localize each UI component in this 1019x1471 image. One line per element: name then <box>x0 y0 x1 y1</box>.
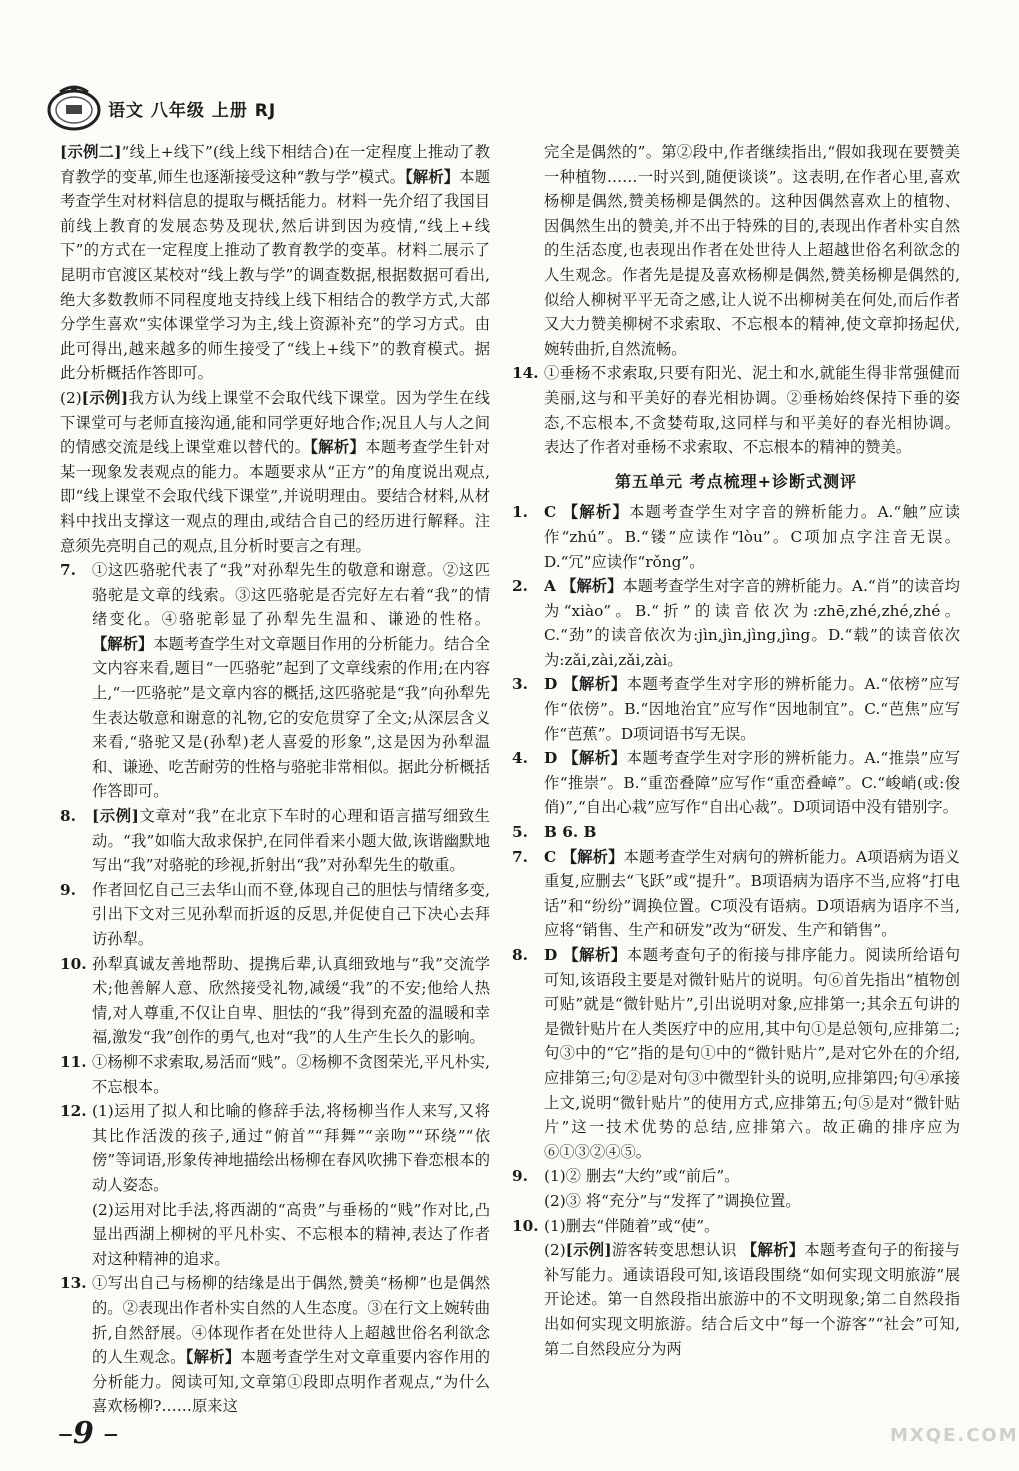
answer-paragraph <box>60 1198 490 1272</box>
answer-body <box>544 500 960 574</box>
question-number: 10. <box>60 954 87 973</box>
answer-body <box>92 804 490 878</box>
question-number: 8. <box>60 807 76 826</box>
answer-paragraph <box>512 1189 960 1214</box>
answer-text: 孙犁真诚友善地帮助、提携后辈,认真细致地与“我”交流学术;他善解人意、欣然接受礼物,减缓“我”的不安;他给人热情,对人尊重,不仅让自卑、胆怯的“我”得到充盈的温暖和幸福,激发“我”创作的勇气,也对“我”的人生产生长久的影响。 <box>92 954 490 1047</box>
answer-body <box>544 361 960 459</box>
right-column <box>512 140 960 1361</box>
book-logo-icon <box>46 84 102 132</box>
bold-label: 【解析】 <box>741 1241 805 1260</box>
bold-label: 【解析】 <box>563 749 627 768</box>
question-number: 9. <box>60 880 76 899</box>
answer-item <box>60 1050 490 1099</box>
answer-item <box>512 500 960 574</box>
answer-item <box>60 1271 490 1419</box>
answer-text: 本题考查句子的衔接与补写能力。通读语段可知,该语段围绕“如何实现文明旅游”展开论述。第一自然段指出旅游中的不文明现象;第二自然段指出如何实现文明旅游。结合后文中“每一个游客”“社会”可知,第二自然段应分为两 <box>544 1241 960 1358</box>
answer-body <box>544 943 960 1164</box>
answer-text: 我方认为线上课堂不会取代线下课堂。因为学生在线下课堂可与老师直接沟通,能和同学更好地合作;况且人与人之间的情感交流是线上课堂难以替代的。 <box>60 388 490 457</box>
answer-paragraph <box>60 140 490 386</box>
bold-label: C <box>544 503 563 522</box>
answer-text: (1)删去“伴随着”或“使”。 <box>544 1216 720 1235</box>
answer-text: (2)运用对比手法,将西湖的“高贵”与垂杨的“贱”作对比,凸显出西湖上柳树的平凡朴实、不忘根本的精神,表达了作者对这种精神的追求。 <box>92 1200 490 1268</box>
answer-text: 本题考查学生对文章重要内容作用的分析能力。阅读可知,文章第①段即点明作者观点,“为什么喜欢杨柳?……原来这 <box>92 1348 490 1416</box>
answer-text: (2) <box>60 388 82 407</box>
answer-text: ①这匹骆驼代表了“我”对孙犁先生的敬意和谢意。②这匹骆驼是文章的线索。③这匹骆驼是否完好左右着“我”的情绪变化。④骆驼彰显了孙犁先生温和、谦逊的性格。 <box>92 561 490 629</box>
bold-label: 【解析】 <box>405 167 460 186</box>
answer-body <box>544 1214 960 1239</box>
question-number: 9. <box>512 1167 528 1186</box>
answer-item <box>512 361 960 459</box>
bold-label: 【解析】 <box>563 675 627 694</box>
answer-paragraph <box>60 386 490 558</box>
answer-text: (2) <box>544 1241 566 1260</box>
question-number: 13. <box>60 1274 87 1293</box>
bold-label: [示例] <box>92 807 139 826</box>
bold-label: [示例] <box>565 1241 612 1260</box>
page-header <box>46 88 276 128</box>
answer-item <box>512 746 960 820</box>
answer-text: ①写出自己与杨柳的结缘是出于偶然,赞美“杨柳”也是偶然的。②表现出作者朴实自然的人生态度。③在行文上婉转曲折,自然舒展。④体现作者在处世待人上超越世俗名利欲念的人生观念。 <box>92 1274 490 1367</box>
answer-body <box>544 820 960 845</box>
bold-label: [示例二] <box>60 143 122 161</box>
bold-label: [示例] <box>81 388 129 407</box>
answer-text: 本题考查学生对字音的辨析能力。A.“肖”的读音均为“xiào”。B.“折”的读音依次为:zhē,zhé,zhé,zhé。C.“劲”的读音依次为:jìn,jìn,jìng,jìng。D.“载”的读音依次为:zǎi,zài,zǎi,zài。 <box>544 577 960 669</box>
answer-body <box>92 878 490 952</box>
question-number: 5. <box>512 823 528 842</box>
answer-item <box>512 943 960 1164</box>
answer-body <box>544 1164 960 1189</box>
answer-text: 本题考查学生对字形的辨析能力。A.“推祟”应写作“推崇”。B.“重峦叠障”应写作“重峦叠嶂”。C.“峻峭(或:俊俏)”,“自出心栽”应写作“自出心裁”。D项词语中没有错别字。 <box>544 749 960 817</box>
answer-text: 游客转变思想认识 <box>611 1241 742 1260</box>
answer-text: 本题考查句子的衔接与排序能力。阅读所给语句可知,该语段主要是对微针贴片的说明。句⑥首先指出“植物创可贴”就是“微针贴片”,引出说明对象,应排第一;其余五句讲的是微针贴片在人类医疗中的应用,其中句①是总领句,应排第二;句③中的“它”指的是句①中的“微针贴片”,是对它外在的介绍,应排第三;句②是对句③中微型针头的说明,应排第四;句④承接上文,说明“微针贴片”的使用方式,应排第五;句⑤是对“微针贴片”这一技术优势的总结,应排第六。故正确的排序应为⑥①③②④⑤。 <box>544 946 960 1161</box>
answer-text: 本题考查学生对字形的辨析能力。A.“依榜”应写作“依傍”。B.“因地治宜”应写作“因地制宜”。C.“芭焦”应写作“芭蕉”。D项词语书写无误。 <box>544 675 960 743</box>
bold-label: 【解析】 <box>563 946 627 964</box>
answer-text: (1)运用了拟人和比喻的修辞手法,将杨柳当作人来写,又将其比作活泼的孩子,通过“俯首”“拜舞”“亲吻”“环绕”“依傍”等词语,形象传神地描绘出杨柳在春风吹拂下眷恋根本的动人姿态。 <box>92 1102 490 1194</box>
page-number: –9 – <box>58 1416 119 1451</box>
bold-label: A <box>544 577 562 596</box>
answer-item <box>512 1164 960 1189</box>
question-number: 1. <box>512 503 528 522</box>
page-number-dash: – <box>58 1416 73 1451</box>
answer-text: (2)③ 将“充分”与“发挥了”调换位置。 <box>544 1191 801 1210</box>
answer-paragraph <box>512 140 960 361</box>
bold-label: D <box>544 675 564 694</box>
section-title: 第五单元 考点梳理+诊断式测评 <box>615 471 857 491</box>
answer-item <box>60 1099 490 1197</box>
answer-text: 本题考查学生对材料信息的提取与概括能力。材料一先介绍了我国目前线上教育的发展态势及现状,然后讲到因为疫情,“线上+线下”的方式在一定程度上推动了教育教学的变革。材料二展示了昆明市官渡区某校对“线上教与学”的调查数据,根据数据可看出,绝大多数教师不同程度地支持线上线下相结合的教学方式,大部分学生喜欢“实体课堂学习为主,线上资源补充”的学习方式。由此可得出,越来越多的师生接受了“线上+线下”的教育模式。据此分析概括作答即可。 <box>60 167 490 383</box>
answer-body <box>544 845 960 943</box>
question-number: 10. <box>512 1216 539 1235</box>
question-number: 2. <box>512 577 528 596</box>
answer-item <box>60 804 490 878</box>
question-number: 11. <box>60 1052 87 1071</box>
answer-item <box>60 952 490 1050</box>
bold-label: B 6. B <box>544 823 597 842</box>
bold-label: 【解析】 <box>561 577 623 596</box>
answer-text: “线上+线下”(线上线下相结合)在一定程度上推动了教育教学的变革,师生也逐渐接受这种“教与学”模式。 <box>60 143 490 186</box>
bold-label: 【解析】 <box>310 438 366 457</box>
answer-item <box>512 672 960 746</box>
question-number: 12. <box>60 1102 87 1121</box>
header-title: 语文 八年级 上册 RJ <box>108 100 277 121</box>
question-number: 4. <box>512 749 528 768</box>
page-number-value: 9 <box>73 1416 94 1451</box>
answer-body <box>544 672 960 746</box>
answer-body <box>544 746 960 820</box>
bold-label: 【解析】 <box>92 634 154 653</box>
left-column <box>60 140 490 1419</box>
answer-body <box>92 1050 490 1099</box>
answer-text: 本题考查学生对字音的辨析能力。A.“触”应读作“zhú”。B.“镂”应读作“lòu”。C项加点字注音无误。D.“冗”应读作“rǒng”。 <box>544 503 960 571</box>
bold-label: 【解析】 <box>561 847 624 866</box>
answer-item <box>512 820 960 845</box>
answer-body <box>92 558 490 804</box>
answer-body <box>544 574 960 672</box>
watermark-text: MXQE.COM <box>890 1425 1019 1446</box>
answer-item <box>60 558 490 804</box>
answer-text: 完全是偶然的”。第②段中,作者继续指出,“假如我现在要赞美一种植物……一时兴到,随便谈谈”。这表明,在作者心里,喜欢杨柳是偶然,赞美杨柳是偶然的。这种因偶然喜欢上的植物、因偶然生出的赞美,并不出于特殊的目的,表现出作者朴实自然的生活态度,也表现出作者在处世待人上超越世俗名利欲念的人生观念。作者先是提及喜欢杨柳是偶然,赞美杨柳是偶然的,似给人柳树平平无奇之感,让人说不出柳树美在何处,而后作者又大力赞美柳树不求索取、不忘根本的精神,使文章抑扬起伏,婉转曲折,自然流畅。 <box>544 143 960 358</box>
answer-body <box>92 1099 490 1197</box>
answer-paragraph <box>512 1238 960 1361</box>
bold-label: 【解析】 <box>562 503 630 522</box>
answer-text: ①垂杨不求索取,只要有阳光、泥土和水,就能生得非常强健而美丽,这与和平美好的春光相协调。②垂杨始终保持下垂的姿态,不忘根本,不贪婪苟取,这同样与和平美好的春光相协调。 表达了作者对垂杨不求索取、不忘根本的精神的赞美。 <box>544 364 960 457</box>
answer-item <box>60 878 490 952</box>
answer-text: 本题考查学生针对某一现象发表观点的能力。本题要求从“正方”的角度说出观点,即“线上课堂不会取代线下课堂”,并说明理由。要结合材料,从材料中找出支撑这一观点的理由,或结合自己的经历进行解释。注意须先亮明自己的观点,且分析时要言之有理。 <box>60 438 490 555</box>
answer-item <box>512 1214 960 1239</box>
question-number: 14. <box>512 364 539 383</box>
bold-label: C <box>544 847 562 866</box>
bold-label: D <box>544 946 564 964</box>
question-number: 7. <box>512 847 528 866</box>
answer-text: ①杨柳不求索取,易活而“贱”。②杨柳不贪图荣光,平凡朴实,不忘根本。 <box>92 1052 490 1096</box>
answer-item <box>512 845 960 943</box>
answer-text: 文章对“我”在北京下车时的心理和语言描写细致生动。“我”如临大敌求保护,在同伴看来小题大做,诙谐幽默地写出“我”对骆驼的珍视,折射出“我”对孙犁先生的敬重。 <box>92 807 490 875</box>
answer-text: 本题考查学生对文章题目作用的分析能力。结合全文内容来看,题目“一匹骆驼”起到了文章线索的作用;在内容上,“一匹骆驼”是文章内容的概括,这匹骆驼是“我”向孙犁先生表达敬意和谢意的礼物,它的安危贯穿了全文;从深层含义来看,“骆驼又是(孙犁)老人喜爱的形象”,这是因为孙犁温和、谦逊、吃苦耐劳的性格与骆驼非常相似。据此分析概括作答即可。 <box>92 634 490 801</box>
answer-body <box>92 1271 490 1419</box>
question-number: 7. <box>60 561 76 580</box>
answer-item <box>512 574 960 672</box>
bold-label: D <box>544 749 564 768</box>
answer-text: 作者回忆自己三去华山而不登,体现自己的胆怯与情绪多变,引出下文对三见孙犁而折返的反思,并促使自己下决心去拜访孙犁。 <box>92 880 490 948</box>
question-number: 3. <box>512 675 528 694</box>
bold-label: 【解析】 <box>185 1348 241 1367</box>
question-number: 8. <box>512 946 528 964</box>
answer-text: 本题考查学生对病句的辨析能力。A项语病为语义重复,应删去“飞跃”或“提升”。B项语病为语序不当,应将“打电话”和“纷纷”调换位置。C项没有语病。D项语病为语序不当,应将“销售、生产和研发”改为“研发、生产和销售”。 <box>544 847 960 940</box>
answer-text: (1)② 删去“大约”或“前后”。 <box>544 1167 740 1186</box>
answer-body <box>92 952 490 1050</box>
